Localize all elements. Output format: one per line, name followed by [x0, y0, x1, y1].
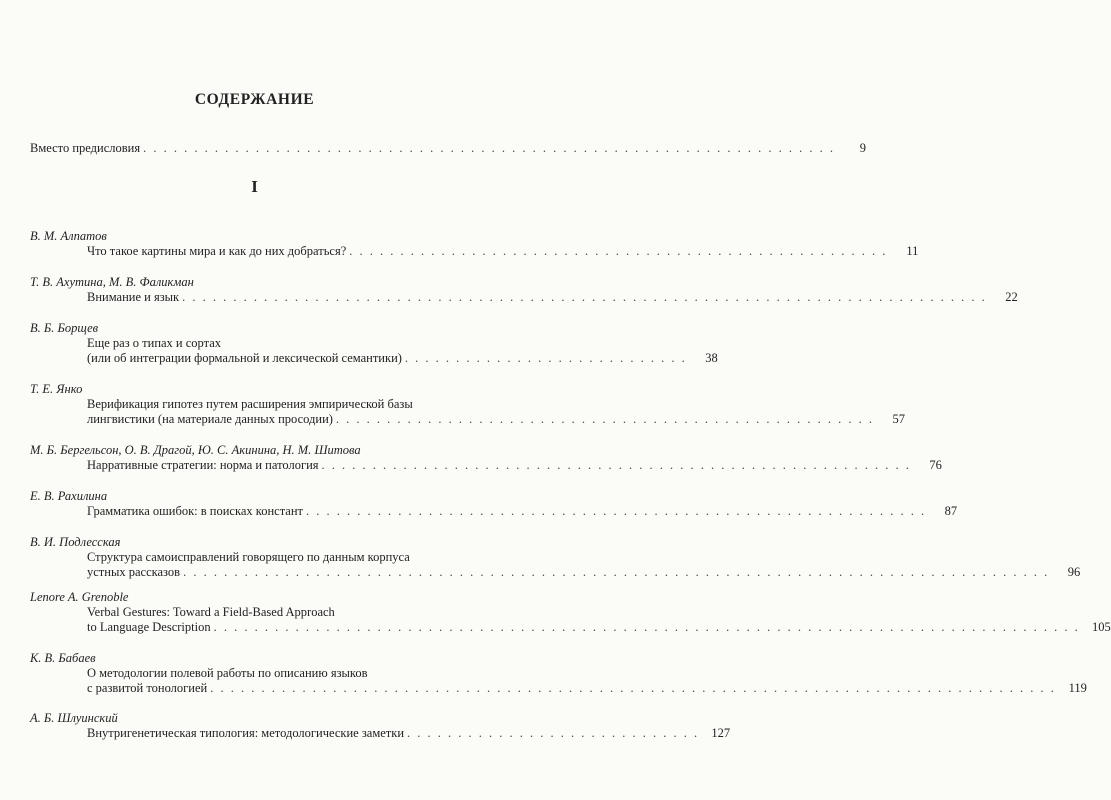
- dot-leader: . . . . . . . . . . . . . . . . . . . . . . . . . . . . . . . . . . . . . . . . . . . . . . . . . . . . .: [349, 244, 888, 258]
- dot-leader: . . . . . . . . . . . . . . . . . . . . . . . . . . . . . . . . . . . . . . . . . . . . . . . . . . . . .: [335, 412, 875, 426]
- preface-page: 9: [859, 141, 866, 155]
- entry-author: М. Б. Бергельсон, О. В. Драгой, Ю. С. Акинина, Н. М. Шитова: [30, 443, 361, 457]
- entry-title-line: [87, 244, 919, 259]
- dot-leader: . . . . . . . . . . . . . . . . . . . . . . . . . . . . . . . . . . . . . . . . . . . . . . . . . . . . . . . . . . . . .: [306, 504, 927, 518]
- entry-title-line: [87, 412, 906, 427]
- entry-title-line: [87, 351, 718, 366]
- entry-page: 119: [1068, 681, 1087, 695]
- dot-leader: . . . . . . . . . . . . . . . . . . . . . . . . . . . . . . . . . . . . . . . . . . . . . . . . . . . . . . . . . . . . . . . . . . . . . . . . . . . . . . . . . . . . .: [213, 620, 1080, 634]
- dot-leader: . . . . . . . . . . . . . . . . . . . . . . . . . . . . . . . . . . . . . . . . . . . . . . . . . . . . . . . . . . . . . . . . . . . . . . . . . . . . . . . . . . . . .: [183, 565, 1050, 579]
- entry-title-line: [87, 620, 1111, 635]
- entry-title-line: [87, 458, 942, 473]
- preface-label: Вместо предисловия: [30, 141, 141, 155]
- entry-title-text: Нарративные стратегии: норма и патология: [87, 458, 319, 472]
- entry-title-text: to Language Description: [87, 620, 211, 634]
- entry-page: 76: [929, 458, 942, 472]
- entry-title-text: Внутригенетическая типология: методологические заметки: [87, 726, 405, 740]
- entry-title-line: [87, 565, 1081, 580]
- entry-title-text: с развитой тонологией: [87, 681, 208, 695]
- entry-title-text: Верификация гипотез путем расширения эмпирической базы: [87, 397, 413, 411]
- dot-leader: . . . . . . . . . . . . . . . . . . . . . . . . . . . . . . . . . . . . . . . . . . . . . . . . . . . . . . . . . . . . . . . . . . . . . . . . . . . . . . . . . . .: [210, 681, 1056, 695]
- dot-leader: . . . . . . . . . . . . . . . . . . . . . . . . . . . .: [404, 351, 687, 365]
- dot-leader: . . . . . . . . . . . . . . . . . . . . . . . . . . . . . . . . . . . . . . . . . . . . . . . . . . . . . . . . . .: [321, 458, 911, 472]
- entry-author: Е. В. Рахилина: [30, 489, 108, 503]
- entry-author: В. Б. Борщев: [30, 321, 99, 335]
- entry-title-line: [87, 681, 1087, 696]
- entry-title-text: Что такое картины мира и как до них добраться?: [87, 244, 347, 258]
- entry-page: 11: [906, 244, 919, 258]
- entry-title-text: Еще раз о типах и сортах: [87, 336, 222, 350]
- entry-author: В. И. Подлесская: [30, 535, 121, 549]
- entry-page: 96: [1067, 565, 1081, 579]
- entry-title-line: [87, 290, 1018, 305]
- entry-title-text: Verbal Gestures: Toward a Field-Based Approach: [87, 605, 335, 619]
- toc-line-preface: [30, 141, 866, 156]
- entry-title-text: Структура самоисправлений говорящего по данным корпуса: [87, 550, 410, 564]
- entry-author: Т. В. Ахутина, М. В. Фаликман: [30, 275, 194, 289]
- dot-leader: . . . . . . . . . . . . . . . . . . . . . . . . . . . . . . . . . . . . . . . . . . . . . . . . . . . . . . . . . . . . . . . . . . . . . . . . . . . . . . .: [182, 290, 987, 304]
- entry-page: 57: [892, 412, 906, 426]
- entry-author: Lenore A. Grenoble: [30, 590, 129, 604]
- entry-author: Т. Е. Янко: [30, 382, 83, 396]
- entry-author: В. М. Алпатов: [30, 229, 107, 243]
- entry-title-text: лингвистики (на материале данных просодии): [87, 412, 333, 426]
- entry-title-text: О методологии полевой работы по описанию языков: [87, 666, 368, 680]
- entry-title-line: [87, 504, 958, 519]
- entry-page: 105: [1091, 620, 1111, 634]
- entry-title-text: Внимание и язык: [87, 290, 180, 304]
- page-title: СОДЕРЖАНИЕ: [194, 91, 315, 108]
- entry-title-line: [87, 726, 731, 741]
- entry-page: 22: [1005, 290, 1018, 304]
- section-heading: I: [251, 177, 258, 196]
- entry-author: К. В. Бабаев: [30, 651, 96, 665]
- dot-leader: . . . . . . . . . . . . . . . . . . . . . . . . . . . . . . . . . . . . . . . . . . . . . . . . . . . . . . . . . . . . . . . . . . . .: [143, 141, 835, 155]
- entry-author: А. Б. Шлуинский: [30, 711, 118, 725]
- entry-page: 87: [944, 504, 958, 518]
- dot-leader: . . . . . . . . . . . . . . . . . . . . . . . . . . . . .: [407, 726, 700, 740]
- entry-title-text: (или об интеграции формальной и лексической семантики): [87, 351, 402, 365]
- entry-title-text: Грамматика ошибок: в поисках констант: [87, 504, 304, 518]
- entry-page: 127: [711, 726, 731, 740]
- entry-title-text: устных рассказов: [87, 565, 181, 579]
- entry-page: 38: [705, 351, 718, 365]
